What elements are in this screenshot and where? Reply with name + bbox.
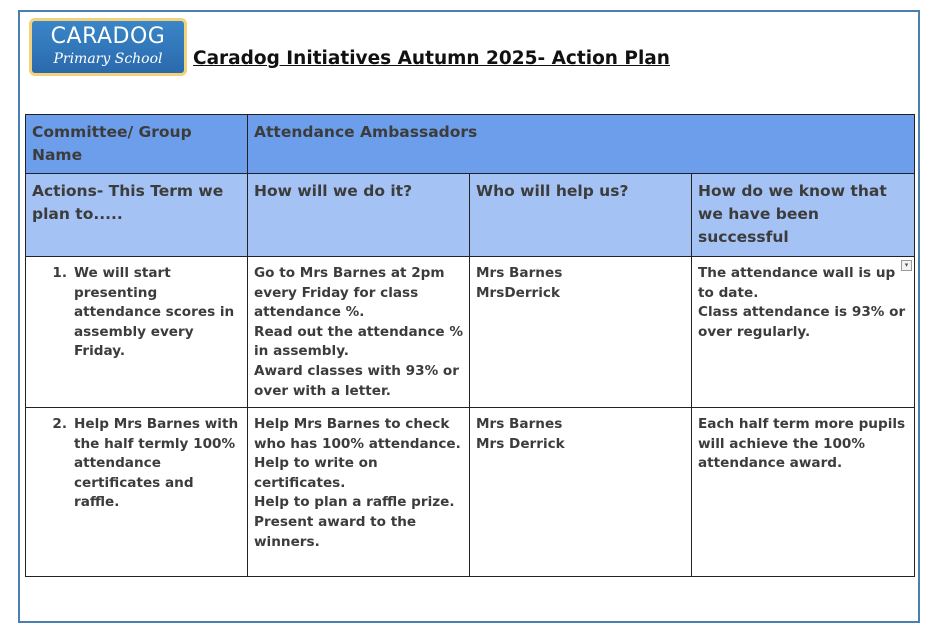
who-cell[interactable]	[470, 408, 692, 577]
header-how[interactable]: How will we do it?	[248, 174, 470, 257]
table-row	[26, 257, 915, 408]
action-text: We will start presenting attendance scores in assembly every Friday.	[74, 265, 235, 360]
table-row	[26, 408, 915, 577]
list-number: 1.	[52, 265, 67, 281]
how-cell[interactable]	[248, 408, 470, 577]
action-text: Help Mrs Barnes with the half termly 100% attendance certificates and raffle.	[74, 416, 239, 511]
how-cell[interactable]	[248, 257, 470, 408]
action-cell[interactable]	[26, 408, 248, 577]
committee-value-cell[interactable]: Attendance Ambassadors	[248, 115, 915, 174]
logo-name: CARADOG	[50, 24, 166, 49]
helper-name: Mrs Derrick	[476, 435, 565, 452]
helper-name: Mrs Barnes	[476, 265, 563, 281]
document-title: Caradog Initiatives Autumn 2025- Action Plan	[193, 48, 670, 69]
logo-subtitle: Primary School	[53, 51, 163, 67]
header-success[interactable]: How do we know that we have been successful	[692, 174, 915, 257]
action-cell[interactable]	[26, 257, 248, 408]
success-cell[interactable]	[692, 408, 915, 577]
how-line: Go to Mrs Barnes at 2pm every Friday for class attendance %.	[254, 265, 445, 321]
header-who[interactable]: Who will help us?	[470, 174, 692, 257]
committee-label-cell[interactable]: Committee/ Group Name	[26, 115, 248, 174]
how-line: Help to write on certificates.	[254, 455, 378, 491]
how-line: Award classes with 93% or over with a letter.	[254, 362, 459, 399]
how-line: Help to plan a raffle prize.	[254, 494, 455, 511]
committee-row	[26, 115, 915, 174]
how-line: Read out the attendance % in assembly.	[254, 323, 463, 360]
cell-dropdown-icon[interactable]: ▾	[901, 260, 912, 271]
success-line: Each half term more pupils will achieve the 100% attendance award.	[698, 416, 906, 472]
success-line: The attendance wall is up to date.	[698, 265, 896, 301]
how-line: Present award to the winners.	[254, 513, 417, 550]
list-number: 2.	[52, 416, 67, 432]
success-cell[interactable]	[692, 257, 915, 408]
header-row	[26, 174, 915, 257]
action-plan-table	[25, 114, 915, 577]
helper-name: Mrs Barnes	[476, 416, 563, 432]
header-actions[interactable]: Actions- This Term we plan to.....	[26, 174, 248, 257]
how-line: Help Mrs Barnes to check who has 100% attendance.	[254, 416, 461, 452]
helper-name: MrsDerrick	[476, 284, 560, 301]
school-logo	[29, 18, 187, 76]
who-cell[interactable]	[470, 257, 692, 408]
success-line: Class attendance is 93% or over regularly.	[698, 304, 906, 340]
